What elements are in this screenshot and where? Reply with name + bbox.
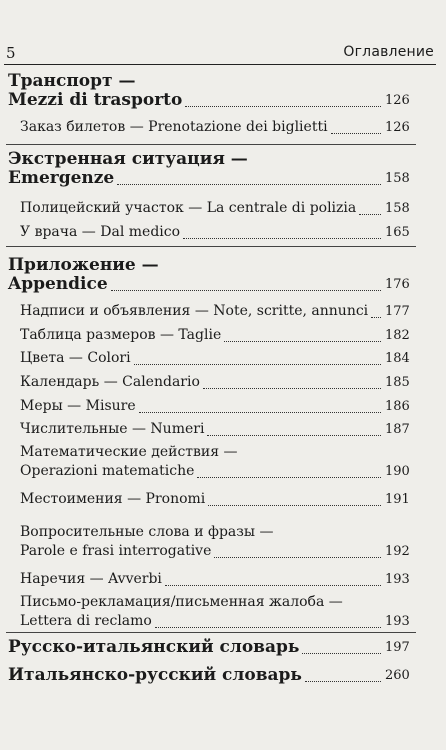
toc-item-text: Местоимения — Pronomi [20, 491, 206, 507]
page-ref: 184 [385, 351, 410, 366]
toc-item[interactable] [20, 397, 446, 416]
toc-item[interactable] [20, 199, 446, 218]
toc-item[interactable] [20, 443, 446, 481]
toc-item[interactable] [20, 223, 446, 242]
page-number: 5 [6, 44, 16, 62]
page-ref: 187 [385, 422, 410, 437]
dot-leader [111, 290, 381, 291]
toc-item[interactable] [20, 118, 446, 137]
toc-item-text: Письмо-рекламация/письменная жалоба — [20, 594, 343, 610]
section-divider [6, 632, 416, 633]
page-ref: 185 [385, 375, 410, 390]
section-heading-text: Транспорт — [8, 71, 136, 91]
page-ref: 158 [385, 171, 410, 186]
toc-item-text: Заказ билетов — Prenotazione dei biglietti [20, 119, 328, 135]
toc-item-text: Наречия — Avverbi [20, 571, 162, 587]
dot-leader [197, 477, 381, 478]
toc-item[interactable] [20, 420, 446, 439]
section-heading-text: Приложение — [8, 255, 159, 275]
dot-leader [139, 412, 381, 413]
dot-leader [134, 364, 381, 365]
section-heading[interactable] [8, 72, 446, 110]
toc-item-text: Lettera di reclamo [20, 613, 152, 629]
page-ref: 193 [385, 614, 410, 629]
page-ref: 260 [385, 668, 410, 683]
section-heading-text: Итальянско-русский словарь [8, 665, 302, 685]
dot-leader [224, 341, 381, 342]
running-title: Оглавление [343, 44, 434, 60]
toc-item-text: Operazioni matematiche [20, 463, 195, 479]
page-ref: 186 [385, 399, 410, 414]
toc-item[interactable] [20, 326, 446, 345]
toc-item-text: Меры — Misure [20, 398, 136, 414]
toc-item-text: Полицейский участок — La centrale di polizia [20, 200, 357, 216]
page-ref: 191 [385, 492, 410, 507]
toc-item[interactable] [20, 302, 446, 321]
toc-item[interactable] [20, 373, 446, 392]
dot-leader [214, 557, 381, 558]
dot-leader [203, 388, 381, 389]
dot-leader [165, 585, 381, 586]
toc-item-text: Таблица размеров — Taglie [20, 327, 222, 343]
section-heading-text: Mezzi di trasporto [8, 90, 183, 110]
toc-item-text: Числительные — Numeri [20, 421, 205, 437]
page-ref: 177 [385, 304, 410, 319]
dot-leader [331, 133, 381, 134]
section-heading-text: Emergenze [8, 168, 115, 188]
dot-leader [207, 435, 381, 436]
toc-item[interactable] [20, 490, 446, 509]
section-heading-text: Русско-итальянский словарь [8, 637, 300, 657]
dot-leader [305, 681, 381, 682]
page-ref: 197 [385, 640, 410, 655]
section-heading-text: Appendice [8, 274, 108, 294]
toc-item-text: Parole e frasi interrogative [20, 543, 212, 559]
page-ref: 193 [385, 572, 410, 587]
dot-leader [185, 106, 381, 107]
page-ref: 158 [385, 201, 410, 216]
dot-leader [208, 505, 381, 506]
page-ref: 126 [385, 93, 410, 108]
page-ref: 192 [385, 544, 410, 559]
section-heading[interactable] [8, 150, 446, 188]
toc-item[interactable] [20, 523, 446, 561]
section-divider [6, 144, 416, 145]
toc-item-text: У врача — Dal medico [20, 224, 181, 240]
dot-leader [359, 214, 381, 215]
toc-item[interactable] [20, 349, 446, 368]
page-ref: 176 [385, 277, 410, 292]
page-ref: 190 [385, 464, 410, 479]
page-ref: 165 [385, 225, 410, 240]
toc-item-text: Календарь — Calendario [20, 374, 200, 390]
dot-leader [183, 238, 381, 239]
section-heading-text: Экстренная ситуация — [8, 149, 248, 169]
section-heading[interactable] [8, 666, 446, 685]
dot-leader [117, 184, 381, 185]
dot-leader [155, 627, 381, 628]
page-ref: 126 [385, 120, 410, 135]
section-divider [6, 246, 416, 247]
dot-leader [302, 653, 381, 654]
page-ref: 182 [385, 328, 410, 343]
toc-item-text: Вопросительные слова и фразы — [20, 524, 274, 540]
dot-leader [371, 317, 381, 318]
toc-item[interactable] [20, 570, 446, 589]
section-heading[interactable] [8, 638, 446, 657]
toc-item-text: Цвета — Colori [20, 350, 131, 366]
section-heading[interactable] [8, 256, 446, 294]
toc-item-text: Математические действия — [20, 444, 238, 460]
toc-item[interactable] [20, 593, 446, 631]
toc-item-text: Надписи и объявления — Note, scritte, annunci [20, 303, 369, 319]
